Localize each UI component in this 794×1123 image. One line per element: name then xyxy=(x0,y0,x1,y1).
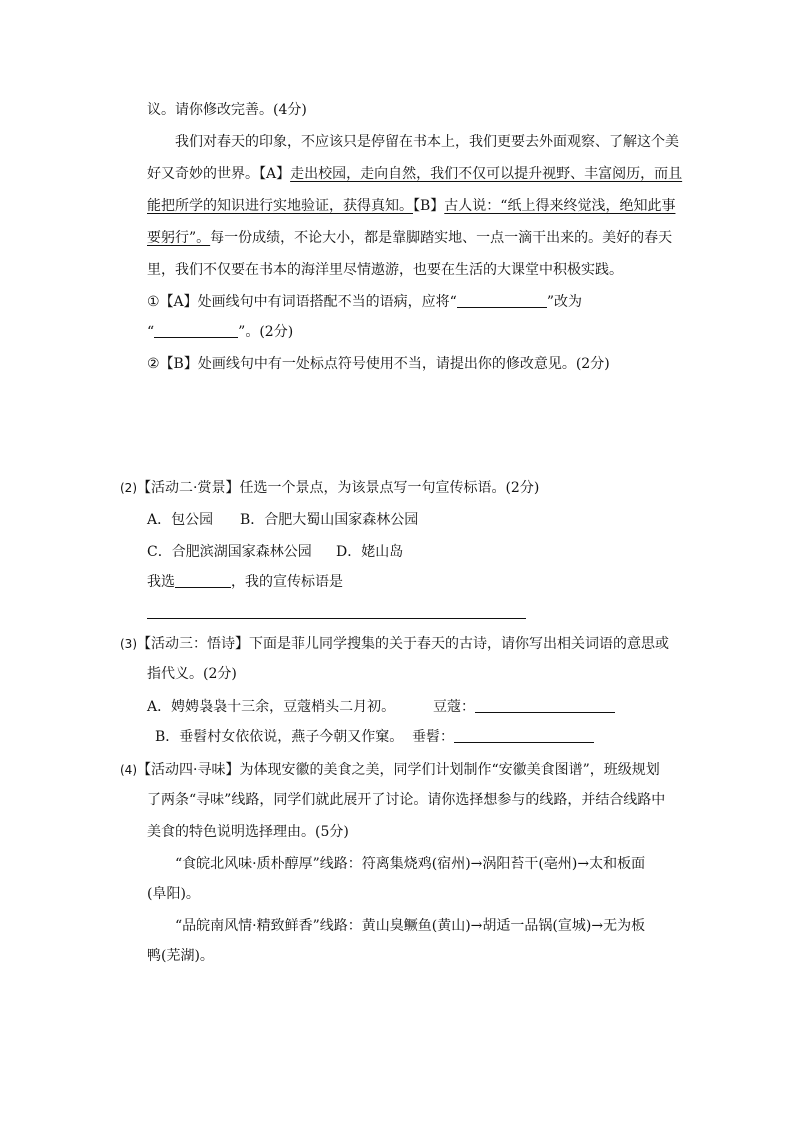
route-1-line-1: “食皖北风味·质朴醇厚”线路：符离集烧鸡(宿州)→涡阳苔干(亳州)→太和板面 xyxy=(175,856,646,872)
activity-3-item-a-answer xyxy=(433,697,615,717)
underlined-sentence-b: 古人说：“纸上得来终觉浅，绝知此事 xyxy=(444,198,676,214)
activity-3-item-b-answer xyxy=(412,727,594,747)
choose-label: 我选 xyxy=(147,574,175,590)
activity-2-option-c: C．合肥滨湖国家森林公园 xyxy=(147,544,312,560)
marker-b: 【B】 xyxy=(413,198,445,214)
question-1-quote-open: “ xyxy=(147,324,155,340)
activity-4-prompt: 【活动四·寻味】为体现安徽的美食之美，同学们计划制作“安徽美食图谱”，班级规划 xyxy=(137,762,660,778)
activity-2-option-b: B．合肥大蜀山国家森林公园 xyxy=(240,512,419,528)
question-1-line-1 xyxy=(147,292,582,312)
activity-4-line-2: 了两条“寻味”线路，同学们就此展开了讨论。请你选择想参与的线路，并结合线路中 xyxy=(147,792,666,808)
underlined-sentence-a-end: 能把所学的知识进行实地验证，获得真知。 xyxy=(147,198,413,214)
answer-blank-doukou[interactable] xyxy=(475,698,615,713)
activity-2-option-a: A．包公园 xyxy=(147,512,214,528)
intro-line-2: 我们对春天的印象，不应该只是停留在书本上，我们更要去外面观察、了解这个美 xyxy=(175,134,679,150)
intro-line-4 xyxy=(147,196,675,216)
question-1-change-to: ”改为 xyxy=(546,294,582,310)
activity-3-line-1 xyxy=(120,634,669,654)
activity-2-title-line xyxy=(120,478,539,498)
activity-4-line-3: 美食的特色说明选择理由。(5分) xyxy=(147,824,349,840)
intro-line-1: 议。请你修改完善。(4分) xyxy=(147,102,307,118)
underlined-sentence-b-end: 要躬行”。 xyxy=(147,230,211,246)
activity-3-item-a: A．娉娉袅袅十三余，豆蔻梢头二月初。 xyxy=(147,699,396,715)
answer-blank-chuitiao[interactable] xyxy=(454,728,594,743)
route-2-line-1: “品皖南风情·精致鲜香”线路：黄山臭鳜鱼(黄山)→胡适一品锅(宣城)→无为板 xyxy=(175,918,646,934)
intro-line-5-text: 每一份成绩，不论大小，都是靠脚踏实地、一点一滴干出来的。美好的春天 xyxy=(210,230,673,246)
intro-line-5 xyxy=(147,228,672,248)
answer-blank-choice[interactable] xyxy=(175,573,231,588)
question-1-score: ”。(2分) xyxy=(238,324,294,340)
activity-2-answer-line xyxy=(147,572,343,592)
underlined-sentence-a: 走出校园，走向自然，我们不仅可以提升视野、丰富阅历，而且 xyxy=(290,166,683,182)
activity-3-item-b: B．垂髫村女依依说，燕子今朝又作窠。 xyxy=(155,729,404,745)
activity-3-line-2: 指代义。(2分) xyxy=(147,666,237,682)
route-1-line-2: (阜阳)。 xyxy=(147,886,200,902)
activity-2-option-d: D．姥山岛 xyxy=(336,544,404,560)
activity-4-number: (4) xyxy=(120,763,137,777)
activity-2-number: (2) xyxy=(120,481,137,495)
activity-4-line-1 xyxy=(120,760,660,780)
answer-blank-corrected-word[interactable] xyxy=(154,323,238,338)
question-2-line: ②【B】处画线句中有一处标点符号使用不当，请提出你的修改意见。(2分) xyxy=(147,356,610,372)
activity-2-title: 【活动二·赏景】任选一个景点，为该景点写一句宣传标语。(2分) xyxy=(137,480,540,496)
doukou-label: 豆蔻： xyxy=(433,699,475,715)
answer-blank-original-word[interactable] xyxy=(457,293,547,308)
activity-3-prompt: 【活动三：悟诗】下面是菲儿同学搜集的关于春天的古诗，请你写出相关词语的意思或 xyxy=(137,636,669,652)
marker-a: 好又奇妙的世界。【A】 xyxy=(147,166,291,182)
chuitiao-label: 垂髫： xyxy=(412,729,454,745)
question-1-line-2 xyxy=(147,322,293,342)
slogan-label: ，我的宣传标语是 xyxy=(231,574,343,590)
intro-line-3 xyxy=(147,164,682,184)
route-2-line-2: 鸭(芜湖)。 xyxy=(147,948,214,964)
intro-line-6: 里，我们不仅要在书本的海洋里尽情遨游，也要在生活的大课堂中积极实践。 xyxy=(147,262,623,278)
answer-rule-slogan[interactable] xyxy=(147,618,526,619)
question-1-prompt: ①【A】处画线句中有词语搭配不当的语病，应将“ xyxy=(147,294,457,310)
activity-3-number: (3) xyxy=(120,637,137,651)
